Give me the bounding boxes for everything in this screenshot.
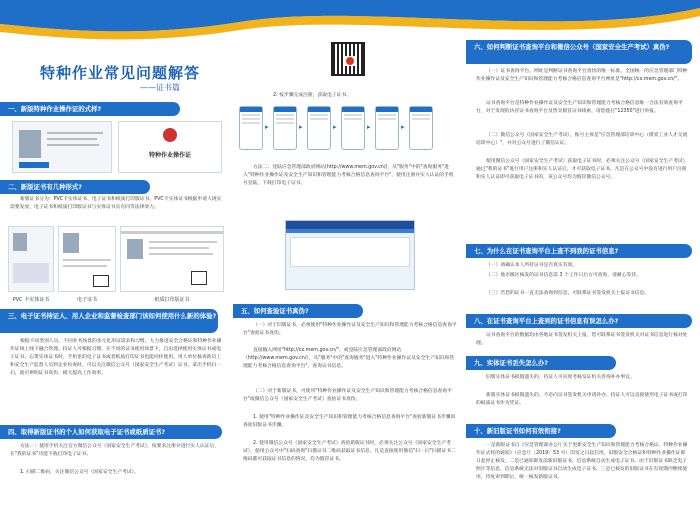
section-3-text: 根据不同类别人员、不同业务场景的多元化用证需求和习惯，大力推进安全合格证和特种作业操作证线上线下融合管理。持证人可根据习惯，在不同的证书使用场景下，自由选择使用实体证书或电子证书。忘带实体证书时，手机里的电子证书或者纸质打印证书也能同样使用。用人单位核查新员工和安全生产监督人员到企业检查时，可以关注微信公众号（国家安全生产考试）证书，拿出手机扫一扫，就可辨明证书真伪，极大提高工作效率。 [10,339,222,376]
label-pvc: PVC 卡实体证书 [12,297,50,303]
pvc-card-image [8,226,54,292]
phone-screen-3 [307,106,331,150]
section-1-heading: 一、新版特种作业操作证的式样? [0,102,180,116]
phone-screen-4 [341,106,365,150]
label-ecard: 电子证书 [76,297,97,303]
section-2-text: 新版证书分为：PVC卡实体证书、电子证书和纸质打印版证书。PVC卡实体证书根据申请人现实需要发放，电子证书和纸质打印版证书与实体证书具有同等法律效力。 [10,197,222,210]
section-8-text: 证书查询平台的数据均由各地证书签发机关上报，您可联系证书签发机关对证书信息进行核对处理。 [476,333,688,346]
section-10-heading: 十、新旧版证书如何有效衔接? [466,424,616,438]
section-7-heading: 七、为什么在证书查询平台上查不到我的证书信息? [466,244,692,258]
section-2-heading: 二、新版证书有几种形式? [0,180,150,194]
phone-screen-6 [409,106,433,150]
section-6-wechat-usage: 使用微信公众号（国家安全生产考试）获取电子证书时，必须关注公众号（国家安全生产考试），通过"我的证书"进行用户注册和实人认证后，才可获取电子证书。凡是在公众号中没有进行用户注册和实人认证即可获取电子证书的，该公众号均为假冒微信公众号。 [476,159,690,180]
section-6-platform: （一）证书查询平台。网址是判断证书查询平台真伪的唯一标准。全国统一的应急管理部门特种作业操作证及安全生产知识和管理能力考核合格信息查询平台网址是"http://cx.mem.gov.cn/"。 [476,69,688,82]
column-left [0,0,233,520]
arrow-icon: ▸ [401,123,405,131]
section-5-old-steps: 直接输入网址"http://cx.mem.gov.cn/"，或登陆应急管理部政府网站（http://www.mem.gov.cn/），从"服务"中的"查询服务"进入"特种作业操作证及安全生产知识和管理能力考核合格信息查询平台"，查询证书信息。 [243,348,455,369]
section-7-item1: （一）请确认本人所持证书是否真实有效。 [486,263,578,268]
section-7-item3: （三）若您的证书一直无法查询到信息，可联系证书签发机关上报证书信息。 [486,291,650,296]
section-8-heading: 八、在证书查询平台上查到的证书信息有误怎么办? [466,314,692,328]
website-screenshot [285,220,415,290]
section-7-item2: （二）地市级区核发的证书信息需 3 个工作日后方可查询，请耐心等待。 [486,273,641,278]
section-9-old: 旧版实体证书损毁遗失的，持证人可向原考核发证机关咨询补办事宜。 [486,375,635,380]
section-6-wechat: （二）微信公众号（国家安全生产考试），账号主体是"应急管理部培训中心（煤炭工业人才交流培训中心）"，并对公众号进行了微信认证。 [476,133,688,146]
phone-screen-2 [273,106,297,150]
page-subtitle: ——证书篇 [140,83,180,92]
arrow-icon: ▸ [299,123,303,131]
section-5-new: （二）对于新版证书，可使用"特种作业操作证及安全生产知识和管理能力考核合格信息查询平台"或微信公众号（国家安全生产考试）查验证书真伪。 [243,389,452,402]
column-right [466,0,700,520]
emblem-icon [163,128,177,142]
wechat-qr-code[interactable] [331,42,365,76]
page-title: 特种作业常见问题解答 [40,64,201,82]
card-title: 特种作业操作证 [148,152,191,159]
arrow-icon: ▸ [265,123,269,131]
card-front-image [12,121,112,173]
section-6-report: 证书查询平台是特种作业操作证及安全生产知识和管理能力考核合格信息唯一合法有效查询平台，对于发现的仿冒证书查询平台及售卖假冒证书线索，请您拨打"12350"进行举报。 [476,101,683,114]
column-middle [233,0,466,520]
section-4-heading: 四、取得新版证书的个人如何获取电子证书或纸质证书? [0,425,222,439]
section-5-heading: 五、如何查验证书真伪? [233,304,363,318]
section-9-new: 新版实体证书损毁遗失的，不必向证书签发机关申请补办，持证人可以直接使用电子证书或打印的纸质证书作为凭证。 [476,393,688,406]
section-4-method1: 方法一：使用手机关注官方微信公众号（国家安全生产考试），按要求注册并进行实人认证后，在"我的证书"功能下载打印电子证书。 [10,444,220,457]
section-5-new-step2: 2. 使用微信公众号（国家安全生产考试）查验新版证书时，必须关注公众号（国家安全生产考试），使用公众号中"扫码查询"扫描证书二维码获取证书信息。凡是直接使用微信"扫一扫"扫描证书二维码都可获取证书信息的情况，均为假冒证书。 [243,441,456,462]
arrow-icon: ▸ [367,123,371,131]
section-4-method2: 方法二：登陆应急管理部政府网站(http://www.mem.gov.cn/)，从"服务"中的"查询服务"进入"特种作业操作证及安全生产知识和管理能力考核合格信息查询平台"，使用注册并实人认证的手机号登陆，下载打印电子证书。 [243,165,454,186]
section-4-step2: 2. 按步骤完成注册，获取电子证书。 [273,93,352,98]
label-paper: 纸质打印版证书 [154,297,190,303]
photo-placeholder [19,130,41,158]
section-5-old: （一）对于旧版证书，必须使用"特种作业操作证及安全生产知识和管理能力考核合格信息查询平台"查验证书真伪。 [243,323,457,336]
phone-screen-1 [239,106,263,150]
section-5-new-step1: 1. 使用"特种作业操作证及安全生产知识和管理能力考核合格信息查询平台"查验新版证书步骤同查验旧版证书步骤。 [243,415,456,428]
card-back-image [118,121,222,173]
arrow-icon: ▸ [333,123,337,131]
section-3-heading: 三、电子证书持证人、用人企业和监督检查部门该如何使用什么新的体验? [0,309,218,333]
section-10-text: 一是新版证书自《应急管理部办公厅关于更新安全生产知识和管理能力考核合格证、特种作业操作证式样的通知》（应急厅〔2019〕53 号）印发之日起启用，旧版安全合格证和特种作业操作证即日起停止核发。二是已通知即发前新旧版证书，信息系统自动生成电子证书。由于旧版证书缺乏电子照片等信息，信息系统无法对旧版证书自动生成电子证书。三是已核发的旧版证书在有效期内继续使用，待复审到期后，统一核发新版证书。 [476,443,688,480]
ecard-image [58,226,116,292]
section-6-heading: 六、如何判断证书查询平台和微信公众号（国家安全生产考试）真伪? [466,40,692,64]
section-9-heading: 九、实体证书丢失怎么办? [466,356,616,370]
phone-screen-5 [375,106,399,150]
section-4-step1: 1. 扫描二维码，关注微信公众号（国家安全生产考试）。 [20,470,139,475]
paper-cert-image [120,226,224,292]
